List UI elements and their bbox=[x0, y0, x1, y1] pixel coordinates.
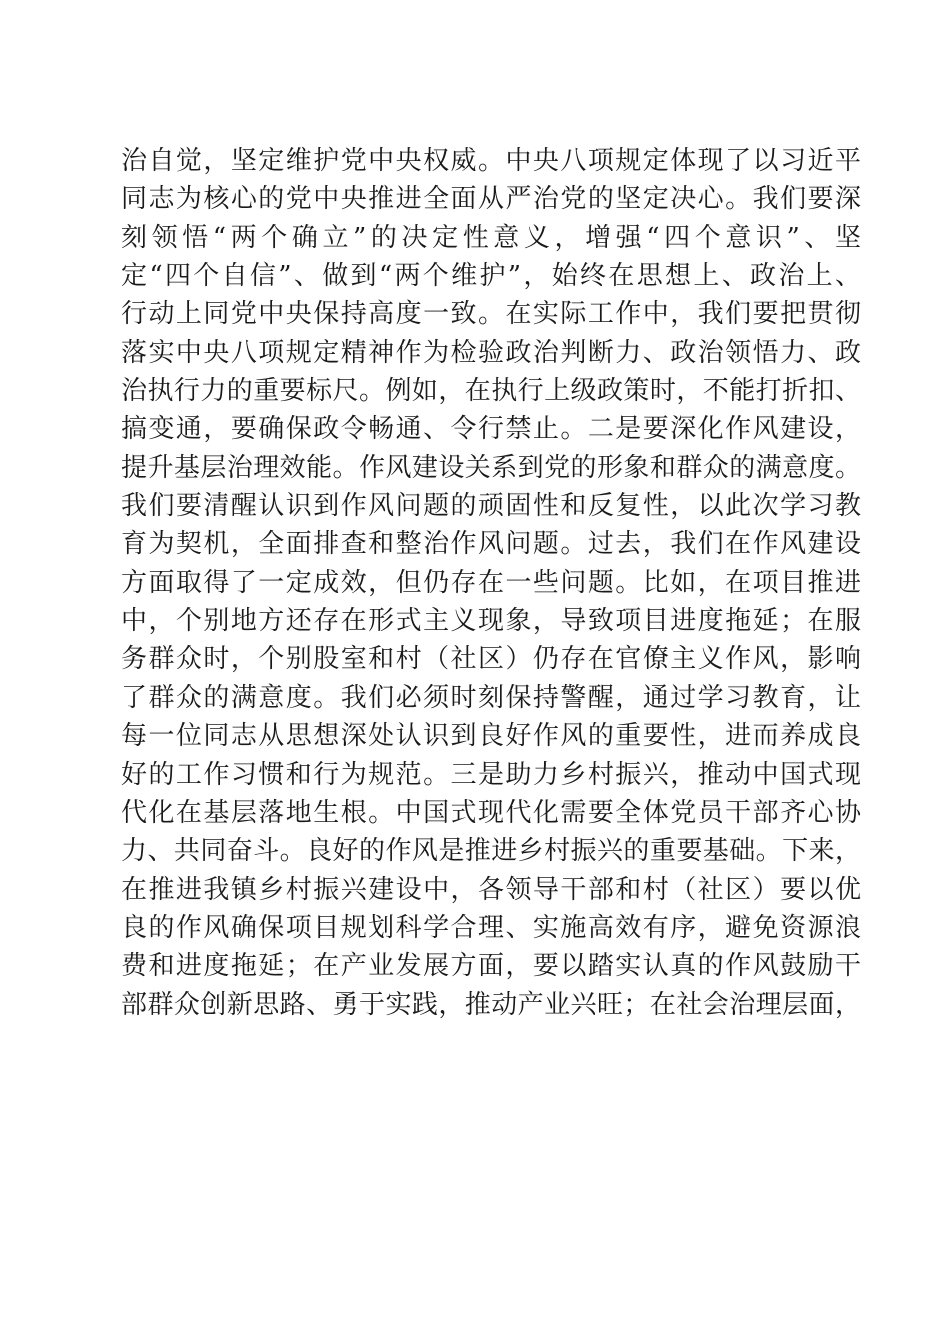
text-line: 务群众时，个别股室和村（社区）仍存在官僚主义作风，影响 bbox=[121, 644, 861, 675]
text-line: 刻领悟“两个确立”的决定性意义，增强“四个意识”、坚 bbox=[121, 222, 861, 253]
text-line: 治执行力的重要标尺。例如，在执行上级政策时，不能打折扣、 bbox=[121, 376, 861, 407]
text-line: 方面取得了一定成效，但仍存在一些问题。比如，在项目推进 bbox=[121, 567, 861, 598]
text-line: 了群众的满意度。我们必须时刻保持警醒，通过学习教育，让 bbox=[121, 682, 861, 713]
body-text bbox=[121, 142, 861, 1024]
text-line: 同志为核心的党中央推进全面从严治党的坚定决心。我们要深 bbox=[121, 184, 861, 215]
text-line: 搞变通，要确保政令畅通、令行禁止。二是要深化作风建设， bbox=[121, 414, 861, 445]
text-line: 我们要清醒认识到作风问题的顽固性和反复性，以此次学习教 bbox=[121, 491, 861, 522]
text-line: 每一位同志从思想深处认识到良好作风的重要性，进而养成良 bbox=[121, 721, 861, 752]
text-line: 力、共同奋斗。良好的作风是推进乡村振兴的重要基础。下来， bbox=[121, 836, 861, 867]
text-line: 代化在基层落地生根。中国式现代化需要全体党员干部齐心协 bbox=[121, 797, 861, 828]
text-line: 部群众创新思路、勇于实践，推动产业兴旺；在社会治理层面， bbox=[121, 989, 861, 1020]
text-line: 治自觉，坚定维护党中央权威。中央八项规定体现了以习近平 bbox=[121, 146, 861, 176]
text-line: 育为契机，全面排查和整治作风问题。过去，我们在作风建设 bbox=[121, 529, 861, 560]
text-line: 费和进度拖延；在产业发展方面，要以踏实认真的作风鼓励干 bbox=[121, 951, 861, 982]
text-line: 行动上同党中央保持高度一致。在实际工作中，我们要把贯彻 bbox=[121, 299, 861, 330]
text-line: 定“四个自信”、做到“两个维护”，始终在思想上、政治上、 bbox=[121, 261, 861, 292]
text-line: 提升基层治理效能。作风建设关系到党的形象和群众的满意度。 bbox=[121, 452, 861, 483]
text-line: 良的作风确保项目规划科学合理、实施高效有序，避免资源浪 bbox=[121, 912, 861, 943]
text-line: 落实中央八项规定精神作为检验政治判断力、政治领悟力、政 bbox=[121, 337, 861, 368]
text-line: 中，个别地方还存在形式主义现象，导致项目进度拖延；在服 bbox=[121, 606, 861, 637]
text-line: 在推进我镇乡村振兴建设中，各领导干部和村（社区）要以优 bbox=[121, 874, 861, 905]
text-line: 好的工作习惯和行为规范。三是助力乡村振兴，推动中国式现 bbox=[121, 759, 861, 790]
